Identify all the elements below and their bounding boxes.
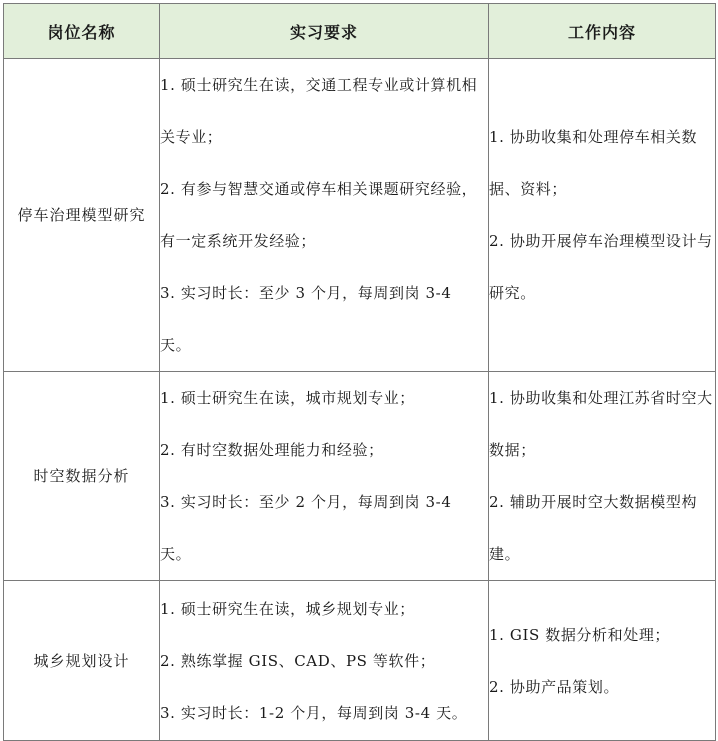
requirement-item: 3. 实习时长：至少 3 个月，每周到岗 3-4 天。 [160, 284, 452, 354]
requirement-item: 3. 实习时长：至少 2 个月，每周到岗 3-4 天。 [160, 493, 452, 563]
requirement-item: 1. 硕士研究生在读，交通工程专业或计算机相关专业； [160, 76, 478, 146]
requirement-item: 1. 硕士研究生在读，城乡规划专业； [160, 599, 415, 618]
requirements-cell [160, 59, 489, 372]
header-row [4, 4, 716, 59]
table-header [4, 4, 716, 59]
work-content-item: 1. 协助收集和处理停车相关数据、资料； [489, 128, 698, 198]
work-content-item: 1. GIS 数据分析和处理； [489, 625, 671, 644]
table-row [4, 59, 716, 372]
requirement-item: 2. 有参与智慧交通或停车相关课题研究经验，有一定系统开发经验； [160, 180, 478, 250]
work-content-cell [489, 59, 716, 372]
internship-table [3, 3, 716, 741]
header-work-content: 工作内容 [489, 4, 716, 59]
work-content-item: 2. 协助产品策划。 [489, 677, 620, 696]
requirements-cell [160, 581, 489, 741]
requirement-item: 2. 熟练掌握 GIS、CAD、PS 等软件； [160, 651, 436, 670]
work-content-cell [489, 581, 716, 741]
work-content-item: 2. 辅助开展时空大数据模型构建。 [489, 493, 698, 563]
position-name: 城乡规划设计 [4, 581, 160, 741]
table-row [4, 372, 716, 581]
work-content-item: 1. 协助收集和处理江苏省时空大数据； [489, 389, 713, 459]
header-position-name: 岗位名称 [4, 4, 160, 59]
requirements-cell [160, 372, 489, 581]
work-content-item: 2. 协助开展停车治理模型设计与研究。 [489, 232, 713, 302]
table-row [4, 581, 716, 741]
work-content-cell [489, 372, 716, 581]
requirement-item: 2. 有时空数据处理能力和经验； [160, 441, 384, 459]
requirement-item: 3. 实习时长：1-2 个月，每周到岗 3-4 天。 [160, 703, 468, 722]
header-requirements: 实习要求 [160, 4, 489, 59]
position-name: 时空数据分析 [4, 372, 160, 581]
position-name: 停车治理模型研究 [4, 59, 160, 372]
requirement-item: 1. 硕士研究生在读，城市规划专业； [160, 389, 415, 407]
